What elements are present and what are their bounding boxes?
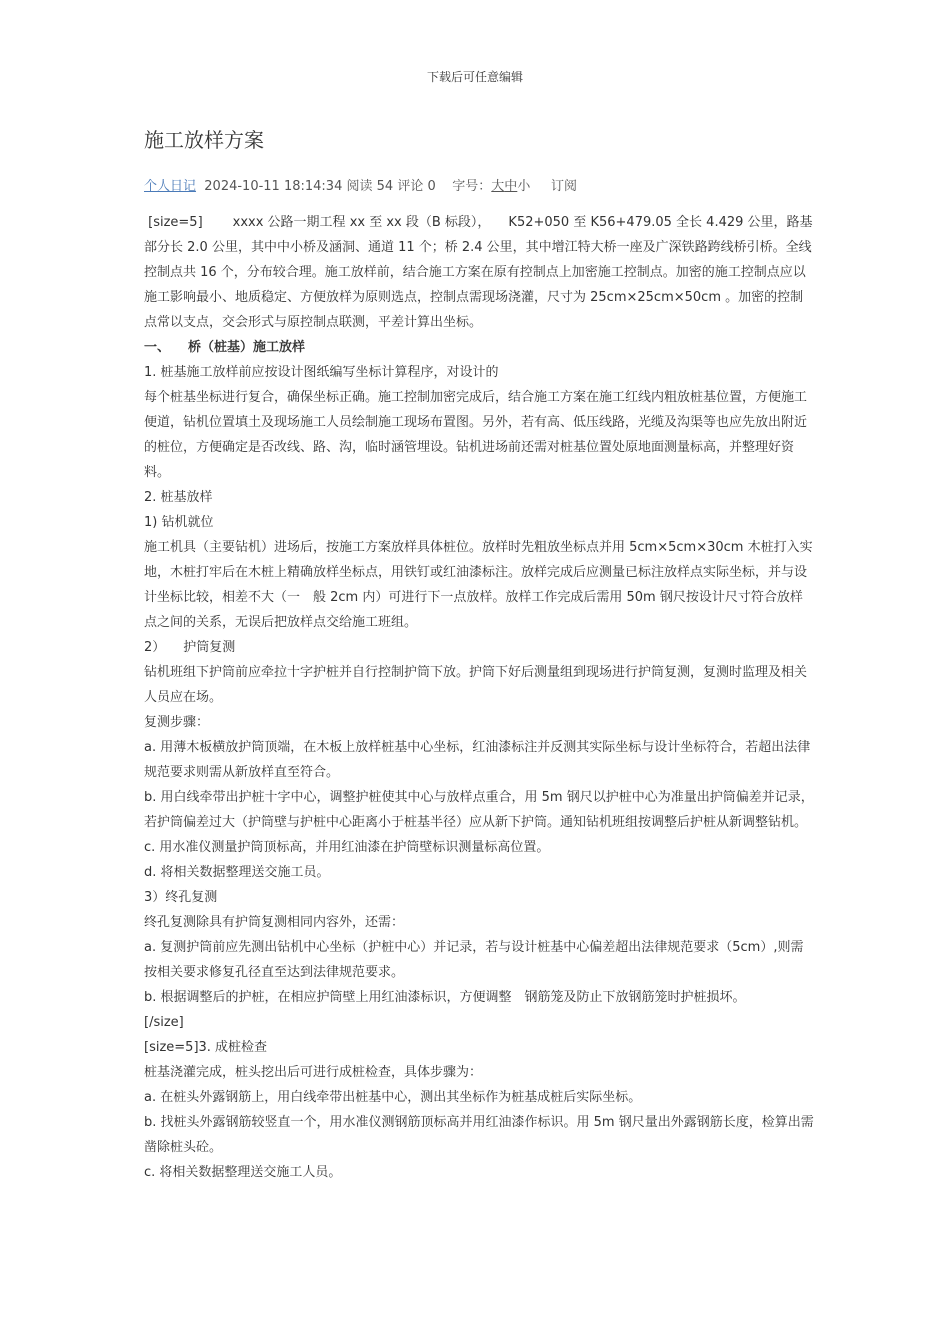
subscribe-link[interactable]: 订阅 bbox=[551, 179, 578, 194]
subheading-title: 护筒复测 bbox=[183, 640, 236, 655]
paragraph: 桩基浇灌完成，桩头挖出后可进行成桩检查，具体步骤为： bbox=[144, 1065, 483, 1080]
paragraph: 终孔复测除具有护筒复测相同内容外，还需： bbox=[144, 915, 405, 930]
paragraph: 3）终孔复测 bbox=[144, 890, 218, 905]
font-size-label: 字号： bbox=[452, 179, 492, 194]
paragraph: a. 用薄木板横放护筒顶端，在木板上放样桩基中心坐标，红油漆标注并反测其实际坐标与设计坐标符合，若超出法律规范要求则需从新放样直至符合。 bbox=[144, 740, 811, 780]
intro-text: K52+050 至 K56+479.05 全长 4.429 公里，路基部分长 2.0 公里，其中中小桥及涵洞、通道 11 个；桥 2.4 公里，其中增江特大桥一座及广深铁路跨线桥引桥。全线控制点共 16 个，分布较合理。施工放样前，结合施工方案在原有控制点上加密施工控制点。加密的施工控制点应以施工影响最小、地质稳定、方便放样为原则选点，控制点需现场浇灌，尺寸为 25cm×25cm×50cm 。加密的控制点常以支点，交会形式与原控制点联测，平差计算出坐标。 bbox=[144, 215, 813, 330]
section-number: 一、 bbox=[144, 340, 171, 355]
subheading bbox=[144, 635, 814, 660]
page-title: 施工放样方案 bbox=[144, 128, 264, 152]
font-size-big-link[interactable]: 大 bbox=[491, 179, 505, 194]
paragraph: 1) 钻机就位 bbox=[144, 515, 214, 530]
paragraph: b. 找桩头外露钢筋较竖直一个，用水准仪测钢筋顶标高并用红油漆作标识。用 5m 钢尺量出外露钢筋长度，检算出需凿除桩头砼。 bbox=[144, 1115, 814, 1155]
paragraph: c. 用水准仪测量护筒顶标高，并用红油漆在护筒壁标识测量标高位置。 bbox=[144, 840, 550, 855]
comment-count[interactable]: 评论 0 bbox=[397, 179, 436, 194]
section-title: 桥（桩基）施工放样 bbox=[188, 340, 306, 355]
subheading-number: 2） bbox=[144, 640, 166, 655]
paragraph: c. 将相关数据整理送交施工人员。 bbox=[144, 1165, 342, 1180]
font-size-mid-link[interactable]: 中 bbox=[504, 179, 518, 194]
size-tag: [size=5] bbox=[148, 215, 203, 230]
paragraph: 施工机具（主要钻机）进场后，按施工方案放样具体桩位。放样时先粗放坐标点并用 5cm×5cm×30cm 木桩打入实地，木桩打牢后在木桩上精确放样坐标点，用铁钉或红油漆标注。放样完成后应测量已标注放样点实际坐标，并与设计坐标比较，相差不大（一 般 2cm 内）可进行下一点放样。放样工作完成后需用 50m 钢尺按设计尺寸符合放样点之间的关系，无误后把放样点交给施工班组。 bbox=[144, 540, 813, 630]
read-count: 阅读 54 bbox=[346, 179, 394, 194]
article-body bbox=[144, 210, 814, 1185]
post-meta bbox=[144, 175, 577, 194]
paragraph: b. 根据调整后的护桩，在相应护筒壁上用红油漆标识，方便调整 钢筋笼及防止下放钢筋笼时护桩损坏。 bbox=[144, 990, 746, 1005]
paragraph: a. 复测护筒前应先测出钻机中心坐标（护桩中心）并记录，若与设计桩基中心偏差超出法律规范要求（5cm）,则需按相关要求修复孔径直至达到法律规范要求。 bbox=[144, 940, 804, 980]
header-note: 下载后可任意编辑 bbox=[426, 70, 523, 84]
paragraph: d. 将相关数据整理送交施工员。 bbox=[144, 865, 330, 880]
post-datetime: 2024-10-11 18:14:34 bbox=[204, 179, 343, 194]
intro-lead: xxxx 公路一期工程 xx 至 xx 段（B 标段）， bbox=[232, 215, 491, 230]
paragraph: [size=5]3. 成桩检查 bbox=[144, 1040, 268, 1055]
paragraph: 复测步骤： bbox=[144, 715, 210, 730]
paragraph: 1. 桩基施工放样前应按设计图纸编写坐标计算程序，对设计的 bbox=[144, 365, 499, 380]
paragraph: 钻机班组下护筒前应牵拉十字护桩并自行控制护筒下放。护筒下好后测量组到现场进行护筒复测，复测时监理及相关人员应在场。 bbox=[144, 665, 808, 705]
paragraph: a. 在桩头外露钢筋上，用白线牵带出桩基中心，测出其坐标作为桩基成桩后实际坐标。 bbox=[144, 1090, 642, 1105]
paragraph: [/size] bbox=[144, 1015, 184, 1030]
paragraph: 每个桩基坐标进行复合，确保坐标正确。施工控制加密完成后，结合施工方案在施工红线内粗放桩基位置，方便施工便道，钻机位置填土及现场施工人员绘制施工现场布置图。另外，若有高、低压线路，光缆及沟渠等也应先放出附近的桩位，方便确定是否改线、路、沟，临时涵管埋设。钻机进场前还需对桩基位置处原地面测量标高，并整理好资料。 bbox=[144, 390, 808, 480]
section-heading bbox=[144, 335, 814, 360]
category-link[interactable]: 个人日记 bbox=[144, 179, 197, 194]
intro-paragraph bbox=[144, 210, 814, 335]
paragraph: b. 用白线牵带出护桩十字中心，调整护桩使其中心与放样点重合，用 5m 钢尺以护桩中心为准量出护筒偏差并记录，若护筒偏差过大（护筒壁与护桩中心距离小于桩基半径）应从新下护筒。通知钻机班组按调整后护桩从新调整钻机。 bbox=[144, 790, 814, 830]
paragraph: 2. 桩基放样 bbox=[144, 490, 213, 505]
font-size-small-link[interactable]: 小 bbox=[517, 179, 531, 194]
